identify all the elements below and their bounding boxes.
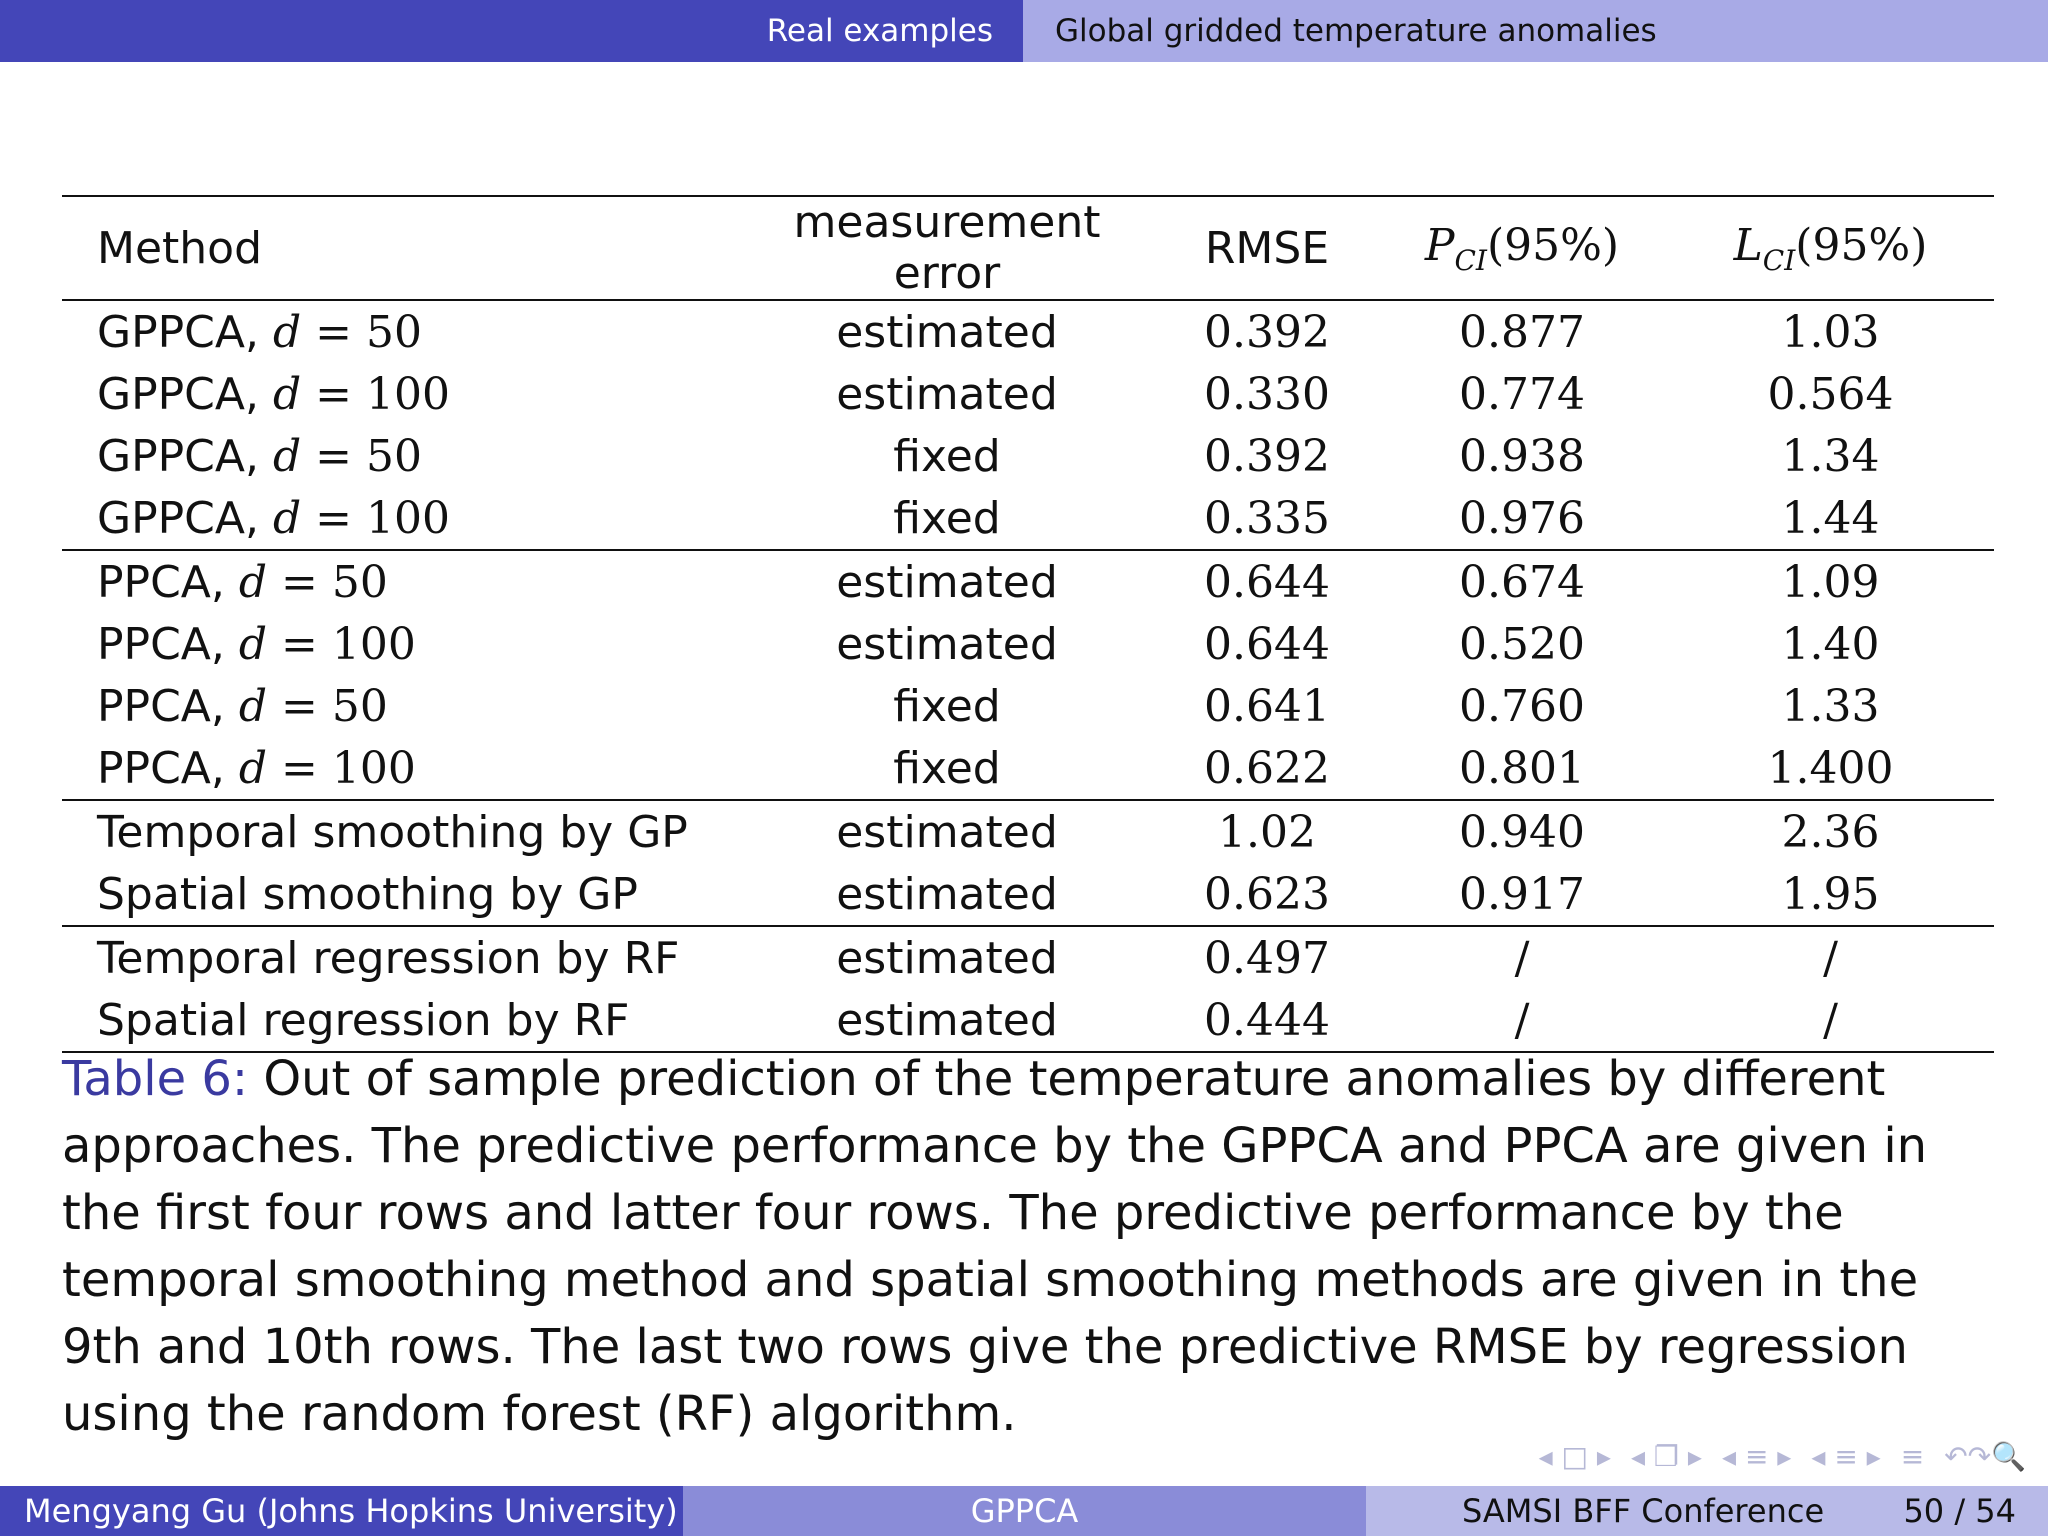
caption-text: Out of sample prediction of the temperature anomalies by different approaches. The predictive performance by the GPPCA and PPCA are given in the first four rows and latter four rows. The predictive performance by the temporal smoothing method and spatial smoothing methods are given in the 9th and 10th rows. The last two rows give the predictive RMSE by regression using the random forest (RF) algorithm. <box>62 1051 1928 1442</box>
header-bar <box>0 0 2048 62</box>
frame-nav-icon[interactable]: ◂ □ ▸ <box>1538 1440 1611 1473</box>
table-row: PPCA, d = 100 fixed 0.622 0.801 1.400 <box>62 737 1994 800</box>
header-section[interactable]: Real examples <box>0 0 1023 62</box>
table-row: PPCA, d = 50 estimated 0.644 0.674 1.09 <box>97 556 1880 608</box>
footer-bar <box>0 1486 2048 1536</box>
col-pci: $P_{CI}(95\%)$ <box>1377 196 1667 300</box>
section-nav-icon[interactable]: ◂ ≡ ▸ <box>1721 1440 1792 1473</box>
page-number: 50 / 54 <box>1903 1492 2016 1530</box>
col-rmse: RMSE <box>1157 196 1377 300</box>
search-icon[interactable]: ↶↷🔍 <box>1944 1440 2026 1473</box>
table-row: GPPCA, d = 100 fixed 0.335 0.976 1.44 <box>62 487 1994 550</box>
table-row: PPCA, d = 50 fixed 0.641 0.760 1.33 <box>97 680 1880 732</box>
table-header-row <box>62 196 1994 300</box>
col-error: measurement error <box>737 196 1157 300</box>
table-caption <box>62 1046 1992 1448</box>
part-nav-icon[interactable]: ◂ ≡ ▸ <box>1811 1440 1881 1473</box>
results-table <box>62 195 1994 1053</box>
beamer-navigation <box>1539 1440 2026 1473</box>
footer-right <box>1366 1486 2048 1536</box>
subsection-nav-icon[interactable]: ◂ ❐ ▸ <box>1630 1440 1702 1473</box>
caption-label: Table 6: <box>62 1051 249 1107</box>
table-row: Spatial regression by RF estimated 0.444 / / <box>62 989 1994 1052</box>
table-row: GPPCA, d = 50 estimated 0.392 0.877 1.03 <box>97 306 1880 358</box>
table-row: Temporal regression by RF estimated 0.497 / / <box>97 932 1838 984</box>
footer-event: SAMSI BFF Conference <box>1462 1492 1825 1530</box>
footer-author: Mengyang Gu (Johns Hopkins University) <box>0 1486 683 1536</box>
table-row: GPPCA, d = 100 estimated 0.330 0.774 0.564 <box>97 368 1894 420</box>
toc-icon[interactable]: ≡ <box>1900 1440 1925 1473</box>
table-row: Spatial smoothing by GP estimated 0.623 0.917 1.95 <box>62 863 1994 926</box>
table-row: Temporal smoothing by GP estimated 1.02 0.940 2.36 <box>97 806 1880 858</box>
table-row: GPPCA, d = 50 fixed 0.392 0.938 1.34 <box>97 430 1880 482</box>
header-subsection[interactable]: Global gridded temperature anomalies <box>1023 0 2048 62</box>
footer-title: GPPCA <box>683 1486 1366 1536</box>
col-lci: $L_{CI}(95\%)$ <box>1667 196 1994 300</box>
col-method: Method <box>62 196 737 300</box>
table-row: PPCA, d = 100 estimated 0.644 0.520 1.40 <box>97 618 1880 670</box>
